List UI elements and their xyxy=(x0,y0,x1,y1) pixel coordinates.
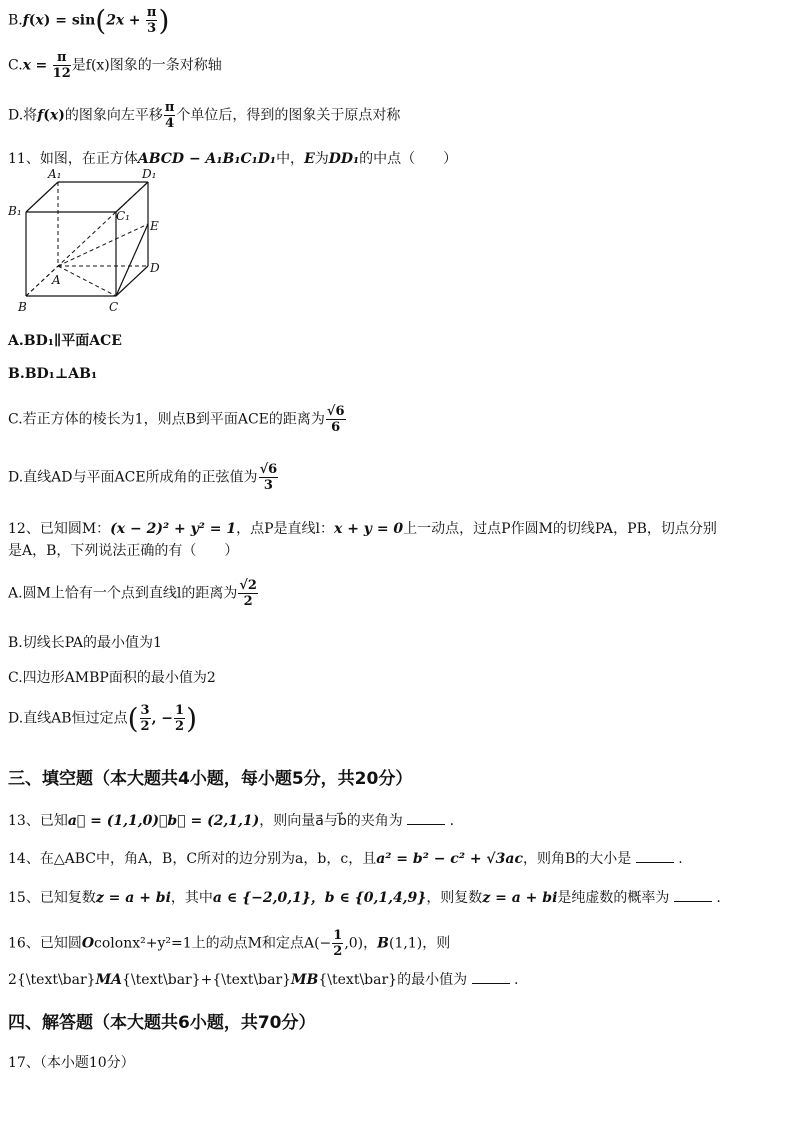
option-text: B.切线长PA的最小值为1 xyxy=(8,635,162,651)
diagonal-bd1 xyxy=(26,182,148,296)
option-text: C.四边形AMBP面积的最小值为2 xyxy=(8,670,216,686)
q16-line2 xyxy=(8,969,518,989)
math-expr: z = a + bi xyxy=(482,890,558,906)
math-expr: (x − 2)² + y² = 1 xyxy=(110,521,237,537)
option-label: C. xyxy=(8,57,23,74)
math-expr: x xyxy=(35,12,44,29)
label-b1: B₁ xyxy=(8,204,22,218)
stem-text: ，则向量a⃗与b⃗的夹角为 xyxy=(259,813,403,829)
option-label: D.将 xyxy=(8,107,38,124)
label-a: A xyxy=(52,273,61,287)
math-expr: MA xyxy=(95,972,122,988)
stem-text: {\text\bar}的最小值为 xyxy=(318,972,468,988)
paren: ( xyxy=(127,702,139,735)
stem-text: 12、已知圆M： xyxy=(8,521,111,537)
q10-option-b xyxy=(8,4,169,37)
paren: ) xyxy=(186,702,198,735)
math-expr: E xyxy=(304,151,315,167)
math-expr: a⃗ = (1,1,0)，b⃗ = (2,1,1) xyxy=(67,813,260,829)
label-e: E xyxy=(150,219,159,233)
numerator: √6 xyxy=(326,404,345,419)
edge-b1a1 xyxy=(26,182,58,212)
denominator: 2 xyxy=(333,944,343,959)
math-expr: f xyxy=(37,107,44,124)
math-expr: MB xyxy=(291,972,319,988)
option-text: A.BD₁∥平面ACE xyxy=(8,333,122,349)
q12-option-a xyxy=(8,578,259,609)
fraction: $\frac{\pi}{3}$ xyxy=(146,5,157,36)
label-d: D xyxy=(150,261,160,275)
stem-text: 11、如图，在正方体 xyxy=(8,151,138,167)
math-expr: B xyxy=(377,935,389,952)
separator: , − xyxy=(151,710,174,727)
fraction xyxy=(326,404,346,435)
q12-option-b xyxy=(8,632,162,652)
math-expr: ) = sin xyxy=(43,12,96,29)
option-text: D.直线AD与平面ACE所成角的正弦值为 xyxy=(8,469,258,486)
math-expr: ABCD − A₁B₁C₁D₁ xyxy=(137,151,277,167)
option-text: 个单位后，得到的图象关于原点对称 xyxy=(176,107,401,124)
stem-text: 16、已知圆 xyxy=(8,935,82,952)
stem-text: 2{\text\bar} xyxy=(8,972,96,988)
stem-text: . xyxy=(513,972,519,988)
paren: ( xyxy=(95,4,107,37)
stem-text: 14、在△ABC中，角A，B，C所对的边分别为a，b，c，且 xyxy=(8,851,377,867)
label-a1: A₁ xyxy=(48,168,62,181)
fraction: $\frac{\pi}{4}$ xyxy=(164,100,175,131)
q12-option-d xyxy=(8,702,197,735)
math-expr: f xyxy=(22,12,29,29)
option-text: D.直线AB恒过定点 xyxy=(8,710,128,727)
label-b: B xyxy=(18,300,27,314)
option-text: C.若正方体的棱长为1，则点B到平面ACE的距离为 xyxy=(8,411,325,428)
q10-option-c xyxy=(8,50,222,81)
math-expr: O xyxy=(81,935,95,952)
q11-option-c xyxy=(8,404,347,435)
fraction xyxy=(332,928,343,959)
math-expr: ( xyxy=(28,12,36,29)
option-text: 的图象向左平移 xyxy=(64,107,163,124)
stem-text: 是纯虚数的概率为 xyxy=(557,890,670,906)
q15 xyxy=(8,887,721,907)
label-c1: C₁ xyxy=(116,209,130,223)
option-label: B. xyxy=(8,12,23,29)
numerator: 1 xyxy=(333,928,343,943)
numerator: 1 xyxy=(175,703,185,718)
math-expr: = xyxy=(35,57,48,74)
denominator: 2 xyxy=(140,719,150,734)
denominator: 2 xyxy=(175,719,185,734)
q16-line1 xyxy=(8,928,450,959)
math-expr: 2x xyxy=(106,12,125,29)
stem-text: . xyxy=(678,851,683,867)
math-expr: ) xyxy=(58,107,65,124)
stem-text: 15、已知复数 xyxy=(8,890,96,906)
math-expr: x + y = 0 xyxy=(333,521,404,537)
paren: ) xyxy=(158,4,170,37)
stem-text: . xyxy=(716,890,721,906)
cube-figure xyxy=(8,168,168,318)
answer-blank[interactable] xyxy=(407,824,445,825)
fraction xyxy=(238,578,258,609)
answer-blank[interactable] xyxy=(674,901,712,902)
denominator: 6 xyxy=(331,420,341,435)
q12-stem-line1 xyxy=(8,518,717,538)
q12-stem-line2 xyxy=(8,540,238,560)
q17: 17、（本小题10分） xyxy=(8,1055,135,1071)
stem-text: ，则角B的大小是 xyxy=(522,851,632,867)
numerator: √2 xyxy=(239,578,257,593)
stem-text: {\text\bar}+{\text\bar} xyxy=(121,972,292,988)
section-heading-fill-in: 三、填空题（本大题共4小题，每小题5分，共20分） xyxy=(8,769,413,789)
segment-ae xyxy=(58,224,148,266)
stem-text: ,0)， xyxy=(344,935,378,952)
math-expr: ( xyxy=(43,107,50,124)
math-expr: DD₁ xyxy=(328,151,360,167)
stem-text: ，点P是直线l： xyxy=(236,521,334,537)
math-expr: x xyxy=(49,107,59,124)
stem-text: 中， xyxy=(276,151,305,167)
segment-ac xyxy=(58,266,116,296)
q11-option-d xyxy=(8,462,279,493)
fraction: $\frac{\pi}{12}$ xyxy=(52,50,71,81)
stem-text: 上一动点，过点P作圆M的切线PA，PB，切点分别 xyxy=(403,521,717,537)
q12-option-c xyxy=(8,667,216,687)
stem-text: colon xyxy=(94,935,133,952)
answer-blank[interactable] xyxy=(472,983,510,984)
q11-option-a xyxy=(8,330,122,350)
option-text: B.BD₁⊥AB₁ xyxy=(8,366,98,382)
option-text: 是f(x)图象的一条对称轴 xyxy=(71,57,222,74)
math-expr: x xyxy=(22,57,32,74)
stem-text: 13、已知 xyxy=(8,813,68,829)
fraction xyxy=(259,462,279,493)
q11-stem xyxy=(8,148,457,168)
math-expr: a² = b² − c² + √3ac xyxy=(376,851,523,867)
stem-text: 的中点（ ） xyxy=(359,151,458,167)
q14 xyxy=(8,848,683,868)
edge-cd xyxy=(116,266,148,296)
option-text: A.圆M上恰有一个点到直线l的距离为 xyxy=(8,585,238,602)
stem-text: 是A，B，下列说法正确的有（ ） xyxy=(8,543,239,559)
fraction xyxy=(174,703,185,734)
math-expr: + xyxy=(128,12,141,29)
stem-text: 为 xyxy=(314,151,329,167)
stem-text: ，其中 xyxy=(170,890,213,906)
stem-text: . xyxy=(449,813,455,829)
label-c: C xyxy=(109,300,119,314)
math-expr: a ∈ {−2,0,1}，b ∈ {0,1,4,9} xyxy=(212,890,427,906)
label-d1: D₁ xyxy=(142,168,157,181)
q10-option-d xyxy=(8,100,400,131)
denominator: 3 xyxy=(263,478,273,493)
stem-text: ，则复数 xyxy=(426,890,483,906)
math-expr: z = a + bi xyxy=(95,890,171,906)
numerator: 3 xyxy=(140,703,150,718)
numerator: √6 xyxy=(259,462,278,477)
q11-option-b xyxy=(8,366,97,382)
fraction xyxy=(140,703,151,734)
answer-blank[interactable] xyxy=(636,862,674,863)
q13 xyxy=(8,810,454,830)
stem-text: (1,1)，则 xyxy=(389,935,451,952)
denominator: 2 xyxy=(243,594,253,609)
segment-ce xyxy=(116,224,148,296)
section-heading-solutions: 四、解答题（本大题共6小题，共70分） xyxy=(8,1013,316,1033)
stem-text: x²+y²=1上的动点M和定点A(− xyxy=(132,935,332,952)
